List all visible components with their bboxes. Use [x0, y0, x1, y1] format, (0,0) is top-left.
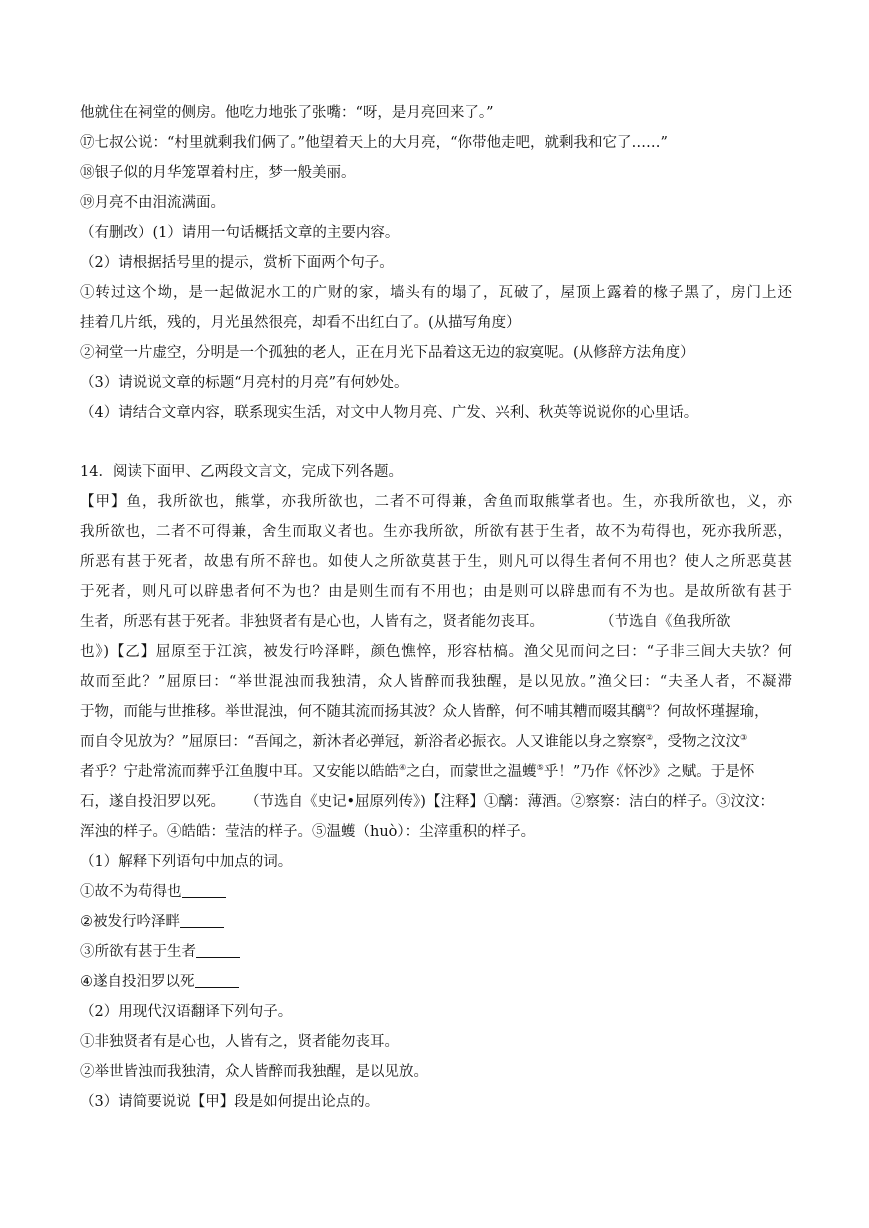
- passage-yi-source-notes: （节选自《史记•屈原列传》)【注释】①醨：薄酒。②察察：洁白的样子。③汶汶：: [245, 794, 774, 810]
- question-13-3: （3）请说说文章的标题“月亮村的月亮”有何妙处。: [80, 375, 409, 391]
- passage-jia-line-3: 所恶有甚于死者，故患有所不辞也。如使人之所欲莫甚于生，则凡可以得生者何不用也？使人之所恶莫甚: [80, 554, 792, 570]
- passage-yi-line-2: 故而至此？”屈原曰：“举世混浊而我独清，众人皆醉而我独醒，是以见放。”渔父曰：“夫圣人者，不凝滞: [80, 674, 792, 690]
- passage-jia-line-4: 于死者，则凡可以辟患者何不为也？由是则生而有不用也；由是则可以辟患而有不为也。是故所欲有甚于: [80, 584, 792, 600]
- word-item-4: ④遂自投汨罗以死: [80, 972, 792, 992]
- dotted-char: 得: [152, 884, 167, 900]
- footnote-ref-5: ⑤: [536, 763, 544, 772]
- footnote-ref-4: ④: [399, 763, 407, 772]
- passage-jia-line-2: 我所欲也，二者不可得兼，舍生而取义者也。生亦我所欲，所欲有甚于生者，故不为苟得也，死亦我所恶，: [80, 524, 792, 540]
- sentence-1-line-2: 挂着几片纸，残的，月光虽然很亮，却看不出红白了。(从描写角度）: [80, 315, 521, 331]
- translate-item-2: ②举世皆浊而我独清，众人皆醉而我独醒，是以见放。: [80, 1064, 428, 1080]
- story-paragraph-19: ⑲月亮不由泪流满面。: [80, 195, 225, 211]
- subquestion-2: （2）用现代汉语翻译下列句子。: [80, 1004, 293, 1020]
- sentence-1-line-1: ①转过这个坳，是一起做泥水工的广财的家，墙头有的塌了，瓦破了，屋顶上露着的椽子黑了，房门上还: [80, 285, 792, 301]
- translate-item-1: ①非独贤者有是心也，人皆有之，贤者能勿丧耳。: [80, 1034, 399, 1050]
- answer-blank: [196, 943, 240, 958]
- story-paragraph-18: ⑱银子似的月华笼罩着村庄，梦一般美丽。: [80, 165, 356, 181]
- passage-yi-line-3: 于物，而能与世推移。举世混浊，何不随其流而扬其波？众人皆醉，何不哺其糟而啜其醨①？何故怀瑾握瑜，: [80, 703, 769, 720]
- footnote-ref-3: ③: [740, 733, 748, 742]
- question-13-4: （4）请结合文章内容，联系现实生活，对文中人物月亮、广发、兴利、秋英等说说你的心里话。: [80, 405, 699, 421]
- answer-blank: [195, 973, 239, 988]
- word-item-3: ③所欲有甚于生者: [80, 942, 792, 962]
- answer-blank: [182, 883, 226, 898]
- subquestion-1: （1）解释下列语句中加点的词。: [80, 854, 293, 870]
- footnote-ref-1: ①: [645, 703, 653, 712]
- passage-yi-line-6: 石，遂自投汨罗以死。 （节选自《史记•屈原列传》)【注释】①醨：薄酒。②察察：洁白的样子。③汶汶：: [80, 794, 774, 810]
- question-14-intro: 14．阅读下面甲、乙两段文言文，完成下列各题。: [80, 464, 403, 480]
- passage-jia-line-1: 【甲】鱼，我所欲也，熊掌，亦我所欲也，二者不可得兼，舍鱼而取熊掌者也。生，亦我所欲也，义，亦: [80, 494, 792, 510]
- passage-yi-notes-end: 浑浊的样子。④皓皓：莹洁的样子。⑤温蠖（huò）：尘滓重积的样子。: [80, 824, 536, 840]
- passage-jia-text: 生者，所恶有甚于死者。非独贤者有是心也，人皆有之，贤者能勿丧耳。: [80, 614, 544, 630]
- word-item-1: ①故不为苟得也: [80, 882, 792, 902]
- passage-yi-line-5: 者乎？宁赴常流而葬乎江鱼腹中耳。又安能以皓皓④之白，而蒙世之温蠖⑤乎！”乃作《怀沙》之赋。于是怀: [80, 763, 755, 780]
- passage-jia-line-5: [80, 612, 792, 632]
- word-item-2: ②被发行吟泽畔: [80, 912, 792, 932]
- footnote-ref-2: ②: [645, 733, 653, 742]
- story-paragraph-17: ⑰七叔公说：“村里就剩我们俩了。”他望着天上的大月亮，“你带他走吧，就剩我和它了……”: [80, 135, 668, 151]
- dotted-char: 于: [152, 944, 167, 960]
- sentence-2: ②祠堂一片虚空，分明是一个孤独的老人，正在月光下品着这无边的寂寞呢。(从修辞方法角度）: [80, 345, 695, 361]
- passage-jia-source: （节选自《鱼我所欲: [600, 614, 731, 630]
- question-13-2: （2）请根据括号里的提示，赏析下面两个句子。: [80, 255, 394, 271]
- question-13-1: （有删改）(1）请用一句话概括文章的主要内容。: [80, 225, 400, 241]
- passage-yi-line-4: 而自令见放为？”屈原曰：“吾闻之，新沐者必弹冠，新浴者必振衣。人又谁能以身之察察②，受物之汶汶③: [80, 733, 748, 750]
- dotted-char: 遂: [93, 974, 108, 990]
- dotted-char: 苟: [138, 884, 153, 900]
- subquestion-3: （3）请简要说说【甲】段是如何提出论点的。: [80, 1094, 380, 1110]
- dotted-char: 被: [93, 914, 108, 930]
- passage-yi-line-1: 也》)【乙】屈原至于江滨，被发行吟泽畔，颜色憔悴，形容枯槁。渔父见而问之曰：“子非三闾大夫欤？何: [80, 644, 792, 660]
- story-paragraph-16-tail: 他就住在祠堂的侧房。他吃力地张了张嘴：“呀，是月亮回来了。”: [80, 105, 494, 121]
- answer-blank: [180, 913, 224, 928]
